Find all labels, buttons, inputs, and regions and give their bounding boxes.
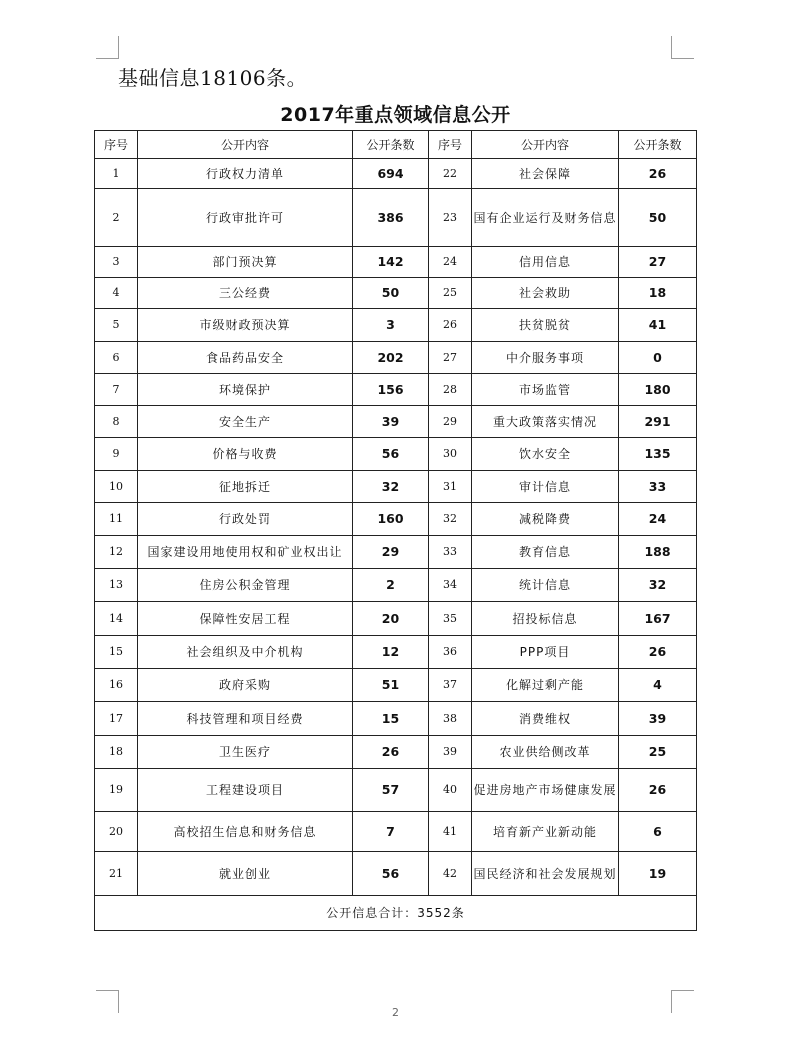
row-seq: 27 [429,342,472,374]
row-count: 19 [619,852,697,896]
header-seq: 序号 [95,131,138,159]
table-row [95,636,697,669]
row-content: 食品药品安全 [138,342,353,374]
row-count: 33 [619,471,697,503]
row-seq: 21 [95,852,138,896]
row-content: 信用信息 [472,247,619,278]
row-count: 18 [619,278,697,309]
row-content: 国民经济和社会发展规划 [472,852,619,896]
header-count: 公开条数 [353,131,429,159]
row-seq: 20 [95,812,138,852]
row-content: 科技管理和项目经费 [138,702,353,736]
table-row [95,189,697,247]
table-row [95,769,697,812]
row-count: 694 [353,159,429,189]
row-content: 政府采购 [138,669,353,702]
row-seq: 10 [95,471,138,503]
header-count: 公开条数 [619,131,697,159]
row-count: 167 [619,602,697,636]
row-seq: 22 [429,159,472,189]
row-seq: 3 [95,247,138,278]
row-content: 社会组织及中介机构 [138,636,353,669]
table-row [95,736,697,769]
table-row [95,536,697,569]
total-count: 公开信息合计：3552条 [95,896,697,931]
row-count: 180 [619,374,697,406]
table-body [95,159,697,896]
header-seq: 序号 [429,131,472,159]
row-seq: 6 [95,342,138,374]
row-seq: 2 [95,189,138,247]
row-count: 51 [353,669,429,702]
row-count: 188 [619,536,697,569]
row-content: 行政权力清单 [138,159,353,189]
row-content: 审计信息 [472,471,619,503]
row-seq: 34 [429,569,472,602]
row-content: 安全生产 [138,406,353,438]
table-row [95,247,697,278]
table-title: 2017年重点领域信息公开 [280,104,511,126]
row-seq: 4 [95,278,138,309]
row-count: 291 [619,406,697,438]
table-row [95,342,697,374]
row-seq: 16 [95,669,138,702]
row-count: 50 [619,189,697,247]
row-count: 2 [353,569,429,602]
row-seq: 26 [429,309,472,342]
row-seq: 5 [95,309,138,342]
row-content: 行政处罚 [138,503,353,536]
header-content: 公开内容 [472,131,619,159]
row-count: 50 [353,278,429,309]
row-seq: 1 [95,159,138,189]
table-row [95,602,697,636]
row-seq: 8 [95,406,138,438]
row-content: 价格与收费 [138,438,353,471]
row-count: 202 [353,342,429,374]
table-footer-row [95,896,697,931]
row-seq: 9 [95,438,138,471]
table-row [95,503,697,536]
row-seq: 39 [429,736,472,769]
row-seq: 38 [429,702,472,736]
row-count: 26 [619,159,697,189]
row-seq: 14 [95,602,138,636]
row-count: 142 [353,247,429,278]
table-row [95,569,697,602]
row-content: 征地拆迁 [138,471,353,503]
row-count: 32 [353,471,429,503]
row-count: 32 [619,569,697,602]
row-content: 三公经费 [138,278,353,309]
row-count: 135 [619,438,697,471]
intro-text: 基础信息18106条。 [118,66,308,90]
row-seq: 17 [95,702,138,736]
row-content: 市场监管 [472,374,619,406]
row-count: 15 [353,702,429,736]
row-seq: 41 [429,812,472,852]
table-header-row [95,131,697,159]
crop-mark-top-left [96,36,119,59]
table-row [95,309,697,342]
row-count: 29 [353,536,429,569]
row-count: 6 [619,812,697,852]
row-seq: 33 [429,536,472,569]
row-content: 化解过剩产能 [472,669,619,702]
row-count: 26 [353,736,429,769]
row-count: 26 [619,769,697,812]
table-row [95,278,697,309]
row-count: 3 [353,309,429,342]
row-content: PPP项目 [472,636,619,669]
table-row [95,471,697,503]
row-seq: 12 [95,536,138,569]
row-seq: 32 [429,503,472,536]
row-content: 农业供给侧改革 [472,736,619,769]
row-seq: 37 [429,669,472,702]
row-content: 扶贫脱贫 [472,309,619,342]
row-count: 160 [353,503,429,536]
row-content: 高校招生信息和财务信息 [138,812,353,852]
row-seq: 15 [95,636,138,669]
row-content: 促进房地产市场健康发展 [472,769,619,812]
table-row [95,812,697,852]
row-count: 26 [619,636,697,669]
row-content: 就业创业 [138,852,353,896]
row-content: 中介服务事项 [472,342,619,374]
row-seq: 7 [95,374,138,406]
row-seq: 11 [95,503,138,536]
row-count: 27 [619,247,697,278]
row-content: 工程建设项目 [138,769,353,812]
row-content: 卫生医疗 [138,736,353,769]
row-content: 保障性安居工程 [138,602,353,636]
crop-mark-top-right [671,36,694,59]
row-content: 培育新产业新动能 [472,812,619,852]
row-count: 41 [619,309,697,342]
row-count: 386 [353,189,429,247]
page-number: 2 [392,1006,399,1019]
row-content: 环境保护 [138,374,353,406]
row-content: 招投标信息 [472,602,619,636]
row-count: 56 [353,852,429,896]
row-count: 39 [619,702,697,736]
row-count: 0 [619,342,697,374]
row-count: 57 [353,769,429,812]
row-content: 社会救助 [472,278,619,309]
row-seq: 23 [429,189,472,247]
row-seq: 35 [429,602,472,636]
row-count: 39 [353,406,429,438]
row-content: 社会保障 [472,159,619,189]
row-count: 25 [619,736,697,769]
table-row [95,374,697,406]
row-count: 4 [619,669,697,702]
row-content: 市级财政预决算 [138,309,353,342]
row-count: 12 [353,636,429,669]
row-content: 住房公积金管理 [138,569,353,602]
row-seq: 25 [429,278,472,309]
row-seq: 13 [95,569,138,602]
table-row [95,159,697,189]
table-row [95,852,697,896]
header-content: 公开内容 [138,131,353,159]
row-seq: 19 [95,769,138,812]
row-content: 教育信息 [472,536,619,569]
row-seq: 40 [429,769,472,812]
row-seq: 28 [429,374,472,406]
row-content: 部门预决算 [138,247,353,278]
row-content: 重大政策落实情况 [472,406,619,438]
row-seq: 42 [429,852,472,896]
table-row [95,702,697,736]
row-content: 饮水安全 [472,438,619,471]
row-count: 7 [353,812,429,852]
table-row [95,406,697,438]
row-seq: 29 [429,406,472,438]
row-content: 统计信息 [472,569,619,602]
info-disclosure-table [94,130,697,931]
row-count: 20 [353,602,429,636]
row-content: 消费维权 [472,702,619,736]
row-seq: 31 [429,471,472,503]
row-content: 行政审批许可 [138,189,353,247]
row-seq: 24 [429,247,472,278]
row-count: 56 [353,438,429,471]
table-row [95,669,697,702]
row-content: 减税降费 [472,503,619,536]
row-seq: 36 [429,636,472,669]
table-row [95,438,697,471]
row-content: 国家建设用地使用权和矿业权出让 [138,536,353,569]
row-seq: 18 [95,736,138,769]
row-seq: 30 [429,438,472,471]
row-count: 24 [619,503,697,536]
row-content: 国有企业运行及财务信息 [472,189,619,247]
row-count: 156 [353,374,429,406]
